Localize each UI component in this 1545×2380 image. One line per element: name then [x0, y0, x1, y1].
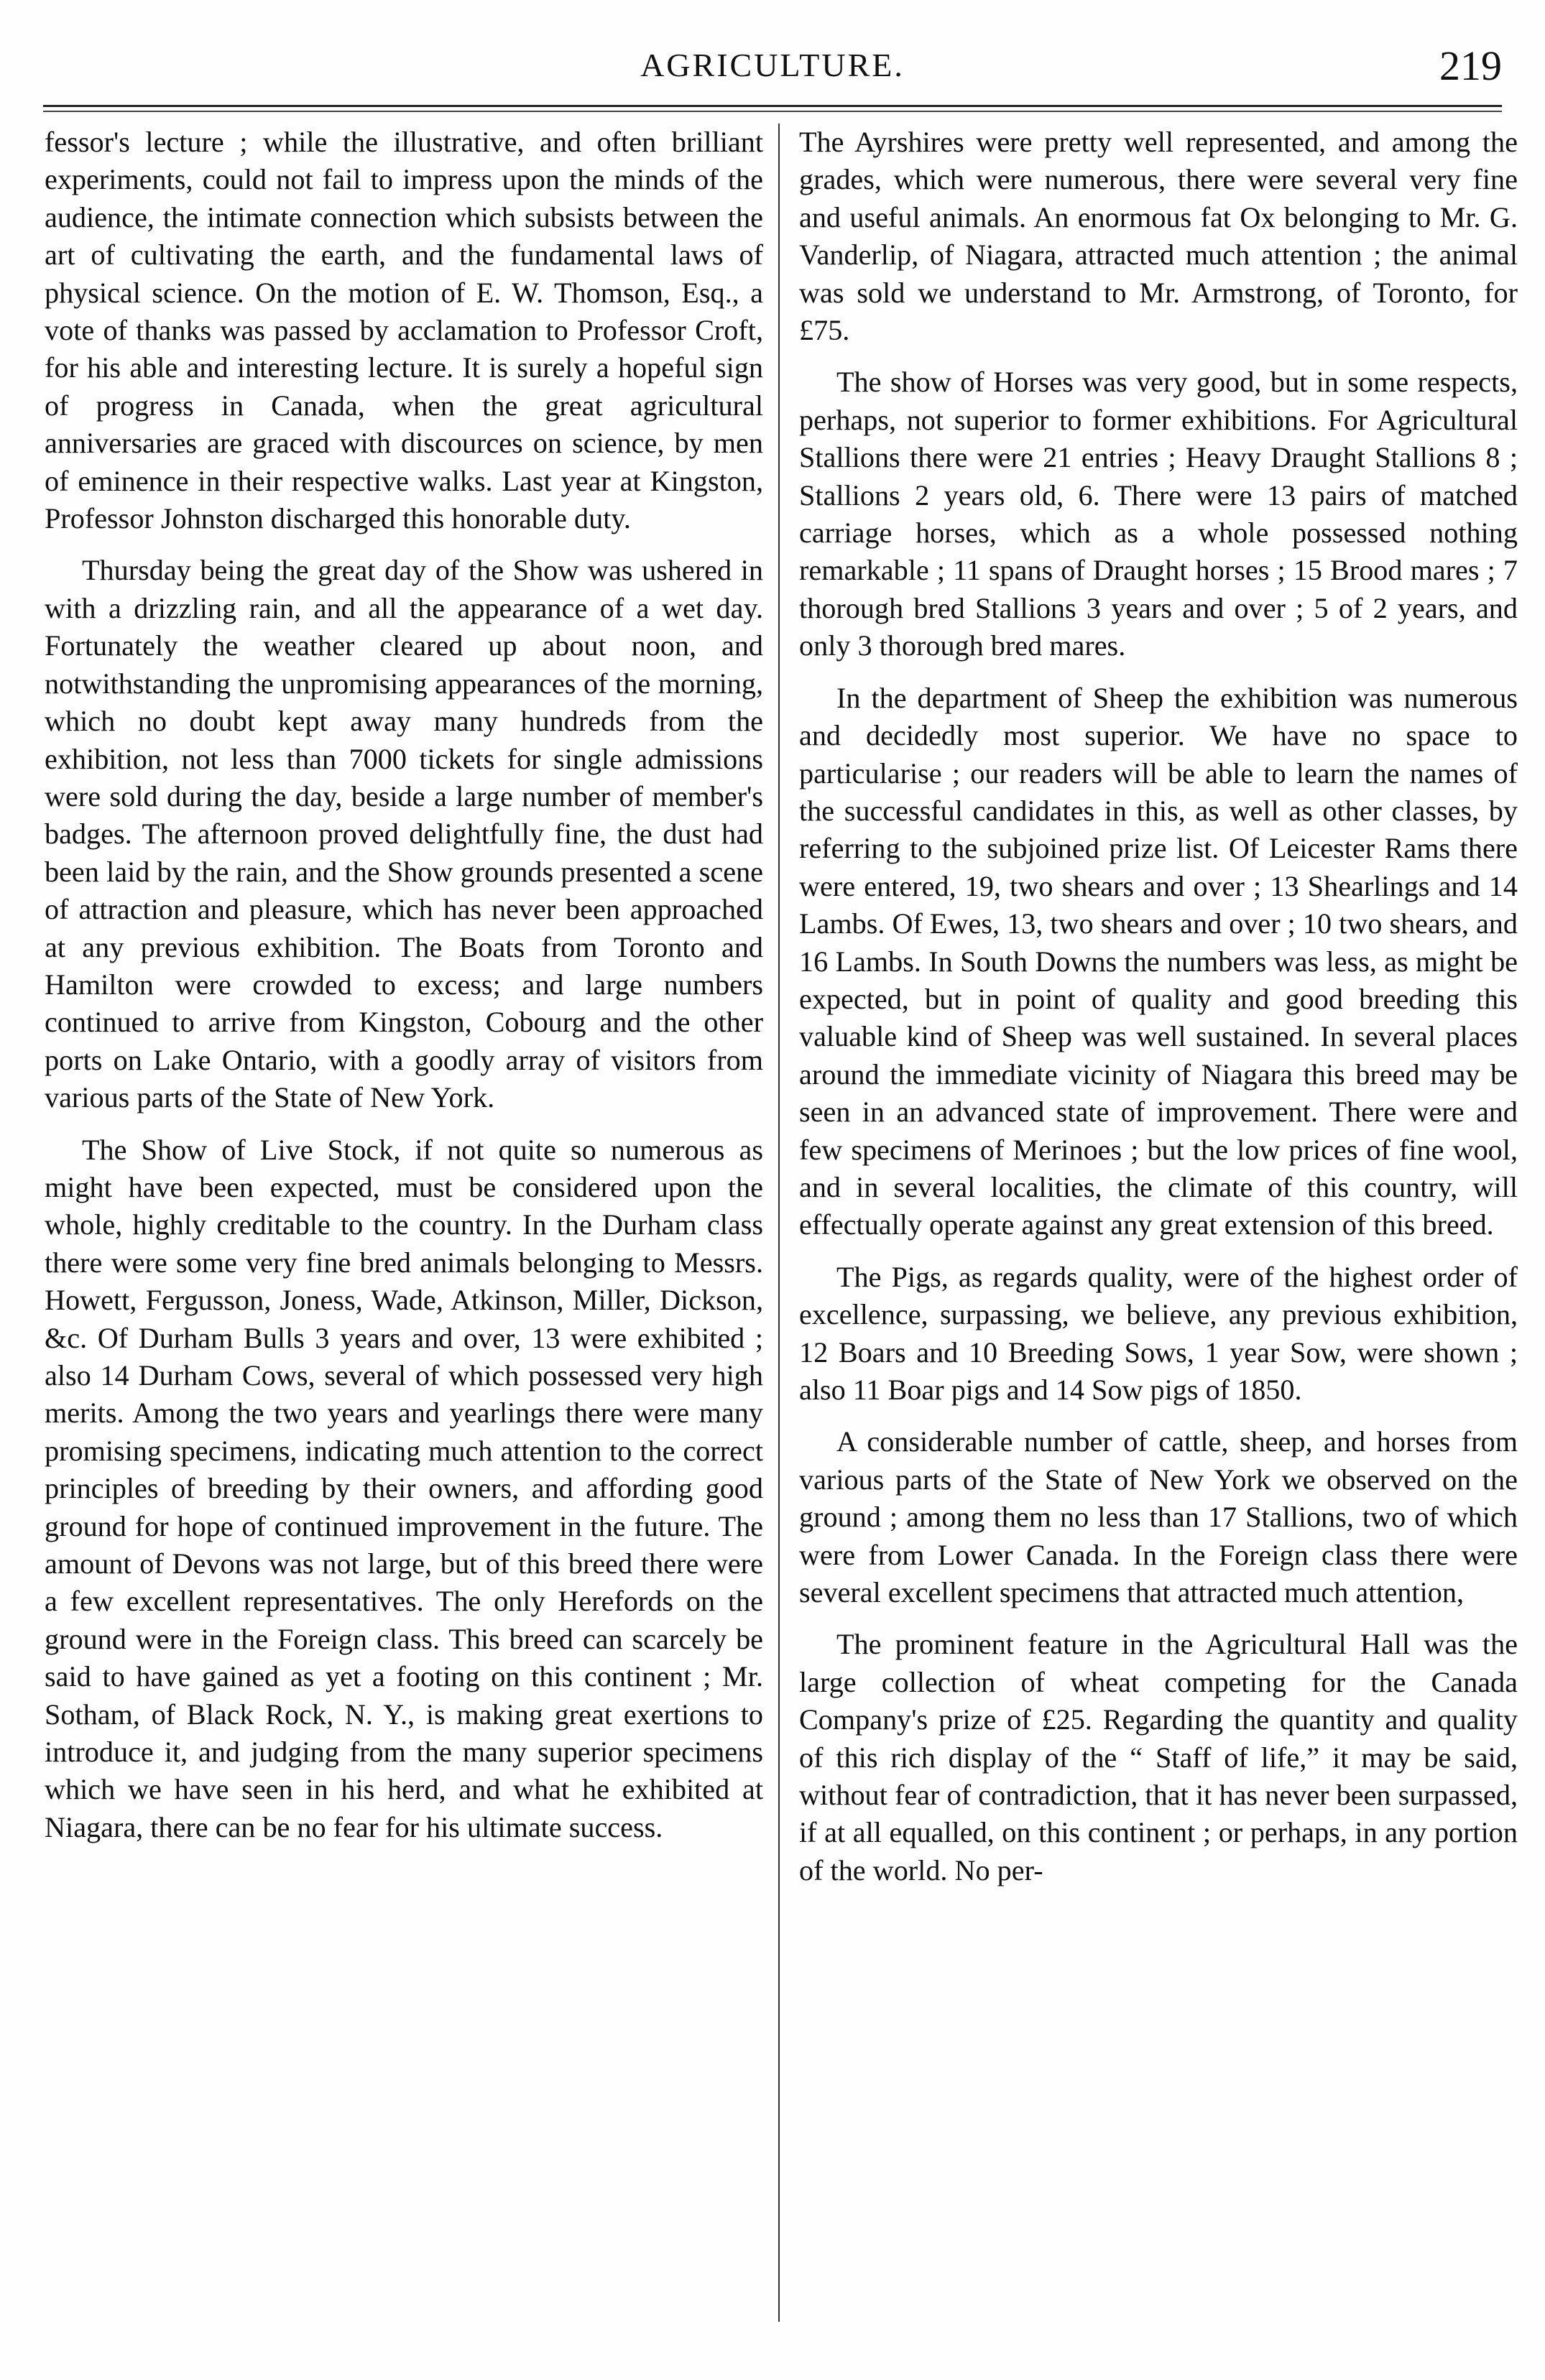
paragraph: The show of Horses was very good, but in some respects, perhaps, not superior to former exhibitions. For Agricultural Stallions there were 21 entries ; Heavy Draught Stallions 8 ; Stallions 2 years old, 6. There were 13 pairs of matched carriage horses, which as a whole possessed nothing remarkable ; 11 spans of Draught horses ; 15 Brood mares ; 7 thorough bred Stallions 3 years and over ; 5 of 2 years, and only 3 thorough bred mares.	[799, 366, 1518, 662]
running-head	[43, 42, 1502, 99]
paragraph: In the department of Sheep the exhibition was numerous and decidedly most superior. We have no space to particularise ; our readers will be able to learn the names of the successful candidates in this, as well as other classes, by referring to the subjoined prize list. Of Leicester Rams there were entered, 19, two shears and over ; 13 Shearlings and 14 Lambs. Of Ewes, 13, two shears and over ; 10 two shears, and 16 Lambs. In South Downs the numbers was less, as might be expected, but in point of quality and good breeding this valuable kind of Sheep was well sustained. In several places around the immediate vicinity of Niagara this breed may be seen in an advanced state of improvement. There were and few specimens of Merinoes ; but the low prices of fine wool, and in several localities, the climate of this country, will effectually operate against any great extension of this breed.	[799, 681, 1518, 1241]
paragraph: Thursday being the great day of the Show was ushered in with a drizzling rain, and all the appearance of a wet day. Fortunately the weather cleared up about noon, and notwithstanding the unpromising appearances of the morning, which no doubt kept away many hundreds from the exhibition, not less than 7000 tickets for single admissions were sold during the day, beside a large number of member's badges. The afternoon proved delightfully fine, the dust had been laid by the rain, and the Show grounds presented a scene of attraction and pleasure, which has never been approached at any previous exhibition. The Boats from Toronto and Hamilton were crowded to excess; and large numbers continued to arrive from Kingston, Cobourg and the other ports on Lake Ontario, with a goodly array of visitors from various parts of the State of New York.	[45, 554, 763, 1114]
header-rule	[43, 105, 1502, 107]
column-divider	[778, 124, 780, 2322]
paragraph: The Ayrshires were pretty well represented, and among the grades, which were numerous, there were several very fine and useful animals. An enormous fat Ox belonging to Mr. G. Vanderlip, of Niagara, attracted much attention ; the animal was sold we understand to Mr. Armstrong, of Toronto, for £75.	[799, 126, 1518, 347]
paragraph: The Show of Live Stock, if not quite so numerous as might have been expected, must be considered upon the whole, highly creditable to the country. In the Durham class there were some very fine bred animals belonging to Messrs. Howett, Fergusson, Joness, Wade, Atkinson, Miller, Dickson, &c. Of Durham Bulls 3 years and over, 13 were exhibited ; also 14 Durham Cows, several of which possessed very high merits. Among the two years and yearlings there were many promising specimens, indicating much attention to the correct principles of breeding by their owners, and affording good ground for hope of continued improvement in the future. The amount of Devons was not large, but of this breed there were a few excellent representatives. The only Herefords on the ground were in the Foreign class. This breed can scarcely be said to have gained as yet a footing on this continent ; Mr. Sotham, of Black Rock, N. Y., is making great exertions to introduce it, and judging from the many superior specimens which we have seen in his herd, and what he exhibited at Niagara, there can be no fear for his ultimate success.	[45, 1133, 763, 1843]
right-column	[799, 124, 1518, 2351]
paragraph: The prominent feature in the Agricultural Hall was the large collection of wheat competing for the Canada Company's prize of £25. Regarding the quantity and quality of this rich display of the “ Staff of life,” it may be said, without fear of contradiction, that it has never been surpassed, if at all equalled, on this continent ; or perhaps, in any portion of the world. No per-	[799, 1628, 1518, 1886]
header-rule-thin	[43, 111, 1502, 112]
left-column	[45, 124, 763, 2351]
paragraph: fessor's lecture ; while the illustrative, and often brilliant experiments, could not fail to impress upon the minds of the audience, the intimate connection which subsists between the art of cultivating the earth, and the fundamental laws of physical science. On the motion of E. W. Thomson, Esq., a vote of thanks was passed by acclamation to Professor Croft, for his able and interesting lecture. It is surely a hopeful sign of progress in Canada, when the great agricultural anniversaries are graced with discources on science, by men of eminence in their respective walks. Last year at Kingston, Professor Johnston discharged this honorable duty.	[45, 126, 763, 535]
running-title: AGRICULTURE.	[640, 47, 905, 83]
paragraph: A considerable number of cattle, sheep, and horses from various parts of the State of New York we observed on the ground ; among them no less than 17 Stallions, two of which were from Lower Canada. In the Foreign class there were several excellent specimens that attracted much attention,	[799, 1425, 1518, 1609]
paragraph: The Pigs, as regards quality, were of the highest order of excellence, surpassing, we believe, any previous exhibition, 12 Boars and 10 Breeding Sows, 1 year Sow, were shown ; also 11 Boar pigs and 14 Sow pigs of 1850.	[799, 1260, 1518, 1406]
page-number: 219	[1439, 42, 1502, 89]
